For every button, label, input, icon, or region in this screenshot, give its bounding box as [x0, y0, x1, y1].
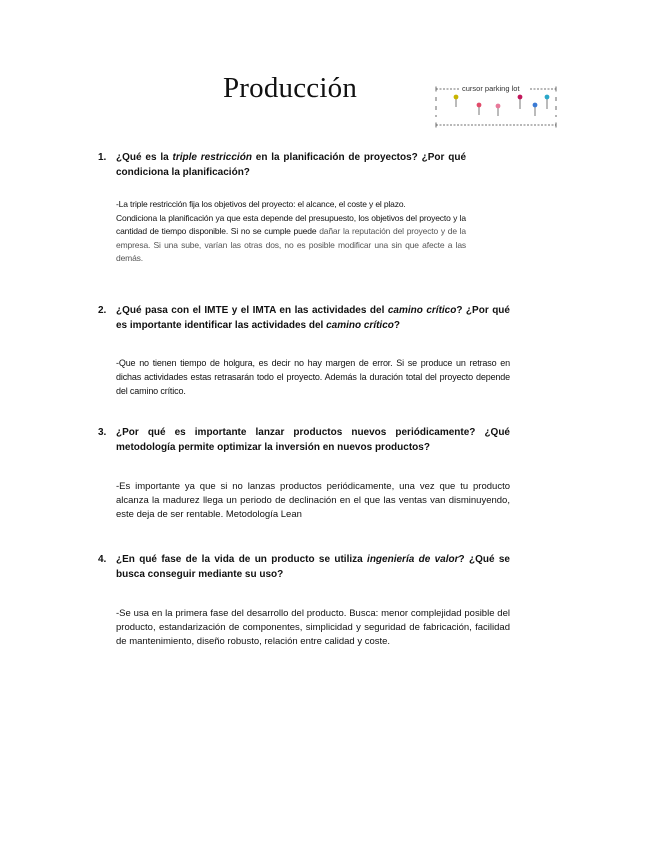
page-title: Producción	[222, 72, 358, 104]
parking-lot-label: cursor parking lot	[462, 84, 520, 93]
answer-text: -Que no tienen tiempo de holgura, es decir no hay margen de error. Si se produce un retraso en dichas actividades estas retrasarán todo el proyecto. Además la duración total del proyecto depende del camino crítico.	[116, 358, 510, 397]
question-text: ¿Por qué es importante lanzar productos nuevos periódicamente? ¿Qué metodología permite optimizar la inversión en nuevos productos?	[116, 427, 510, 453]
question-2	[98, 304, 510, 399]
question-number: 1.	[98, 152, 107, 163]
question-text: ¿Qué pasa con el IMTE y el IMTA en las actividades del camino crítico? ¿Por qué es importante identificar las actividades del camino crítico?	[116, 305, 510, 331]
question-text: ¿En qué fase de la vida de un producto se utiliza ingeniería de valor? ¿Qué se busca conseguir mediante su uso?	[116, 554, 510, 580]
cursor-pin-icon	[496, 104, 501, 116]
answer-text: -Se usa en la primera fase del desarrollo del producto. Busca: menor complejidad posible del producto, estandarización de componentes, simplicidad y seguridad de fabricación, facilidad de mantenimiento, diseño robusto, relación entre calidad y coste.	[116, 608, 510, 648]
question-4	[98, 553, 510, 650]
question-number: 4.	[98, 554, 107, 565]
question-3	[98, 426, 510, 523]
answer-text: -La triple restricción fija los objetivos del proyecto: el alcance, el coste y el plazo. Condiciona la planificación ya que esta depende del presupuesto, los objetivos del proyecto y la cantidad de tiempo disponible. Si no se cumple puede dañar la reputación del proyecto y de la empresa. Si una sube, varían las otras dos, no es posible modificar una sin que afecte a las demás.	[116, 199, 466, 264]
question-1	[98, 151, 510, 266]
question-text: ¿Qué es la triple restricción en la planificación de proyectos? ¿Por qué condiciona la planificación?	[116, 152, 467, 178]
question-number: 2.	[98, 305, 107, 316]
cursor-pin-icon	[477, 103, 482, 115]
cursor-pin-icon	[454, 95, 459, 107]
question-number: 3.	[98, 427, 107, 438]
answer-text: -Es importante ya que si no lanzas productos periódicamente, una vez que tu producto alcanza la madurez llega un periodo de declinación en el que las ventas van disminuyendo, este deja de ser rentable. Metodología Lean	[116, 481, 510, 521]
cursor-pin-icon	[545, 95, 550, 109]
cursor-pin-icon	[533, 103, 538, 116]
cursor-pin-icon	[518, 95, 523, 109]
cursor-parking-lot	[434, 83, 558, 129]
